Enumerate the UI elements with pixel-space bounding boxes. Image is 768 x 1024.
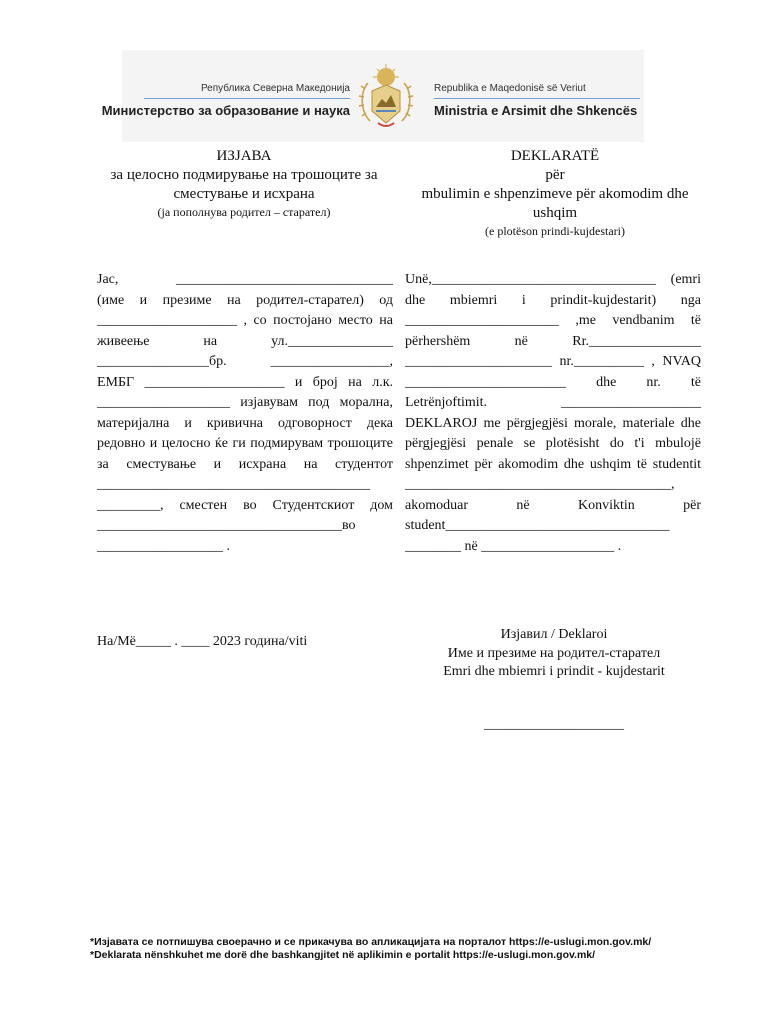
footnote-mk: *Изјавата се потпишува своерачно и се прикачува во апликацијата на порталот https://e-uslugi.mon.gov.mk/ <box>90 936 652 948</box>
country-name-al: Republika e Maqedonisë së Veriut <box>434 83 586 94</box>
signature-label: Изјавил / Deklaroi <box>500 627 608 642</box>
body-text-al: Unë,________________________________ (emri dhe mbiemri i prindit-kujdestarit) nga ______________________ ,me vendbanim të përhershëm në Rr.________________ _____________________ nr.__________ , NVAQ _______________________ dhe nr. të Letrënjoftimit. ____________________ DEKLAROJ me përgjegjësi morale, materiale dhe përgjegjësi penale se plotësisht do t'i mbulojë shpenzimet për akomodim dhe ushqim të studentit ______________________________________, akomoduar në Konviktin për student________________________________ ________ në ___________________ . <box>405 272 705 554</box>
title-al: DEKLARATË <box>510 148 600 164</box>
signature-line: ____________________ <box>484 717 624 732</box>
declaration-title-al <box>404 147 706 239</box>
title-mk: ИЗЈАВА <box>216 148 272 164</box>
title-mk-line1: за целосно подмирување на трошоците за <box>110 167 378 183</box>
ministry-name-al: Ministria e Arsimit dhe Shkencës <box>434 103 638 118</box>
place-date-field: На/Më_____ . ____ 2023 година/viti <box>97 634 308 649</box>
coat-of-arms-icon <box>356 61 416 133</box>
country-name-mk: Република Северна Македонија <box>200 83 350 94</box>
header-left <box>102 83 350 118</box>
header-rule-right <box>434 98 640 99</box>
header-right <box>434 83 640 118</box>
signature-name-al: Emri dhe mbiemri i prindit - kujdestarit <box>443 664 665 679</box>
signature-name-mk: Име и презиме на родител-старател <box>447 645 661 661</box>
header-rule-left <box>144 98 350 99</box>
title-mk-note: (ја пополнува родител – старател) <box>157 205 331 219</box>
footnote-al: *Deklarata nënshkuhet me dorë dhe bashkangjitet në aplikimin e portalit https://e-uslugi.mon.gov.mk/ <box>90 949 596 961</box>
title-mk-line2: сместување и исхрана <box>173 186 315 202</box>
declaration-body-al <box>405 270 705 557</box>
declaration-title-mk <box>98 147 390 220</box>
title-al-line2: mbulimin e shpenzimeve për akomodim dhe <box>421 186 689 202</box>
body-text-mk: Јас, _______________________________ (име и презиме на родител-старател) од ____________________ , со постојано место на живеење на ул._______________ ________________бр. _________________, ЕМБГ ____________________ и број на л.к. ___________________ изјавувам под морална, материјална и кривична одговорност дека редовно и целосно ќе ги подмирувам трошоците за сместување и исхрана на студентот _______________________________________ _________, сместен во Студентскиот дом ___________________________________во __________________ . <box>97 272 400 554</box>
ministry-name-mk: Министерство за образование и наука <box>101 103 350 118</box>
title-al-line3: ushqim <box>532 205 578 221</box>
title-al-note: (e plotëson prindi-kujdestari) <box>485 224 625 238</box>
ministry-header <box>101 50 644 142</box>
declaration-body-mk <box>97 270 400 557</box>
title-al-line1: për <box>545 167 565 183</box>
footnotes <box>90 936 651 962</box>
signature-block <box>404 626 704 682</box>
